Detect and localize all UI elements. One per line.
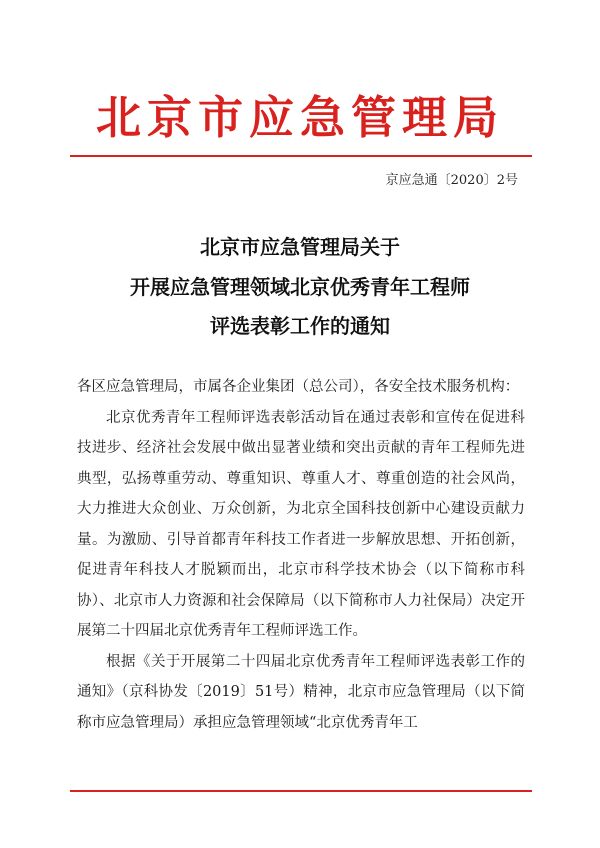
letterhead-divider [70,155,532,157]
salutation: 各区应急管理局，市属各企业集团（总公司），各安全技术服务机构： [77,379,520,395]
document-title-line-3: 评选表彰工作的通知 [210,314,390,338]
body-paragraph-2: 根据《关于开展第二十四届北京优秀青年工程师评选表彰工作的通知》（京科协发〔2019〕51号）精神，北京市应急管理局（以下简称市应急管理局）承担应急管理领域“北京优秀青年工 [77,653,525,731]
footer-divider [70,790,532,792]
document-body [77,372,525,738]
body-paragraph-1: 北京优秀青年工程师评选表彰活动旨在通过表彰和宣传在促进科技进步、经济社会发展中做出显著业绩和突出贡献的青年工程师先进典型，弘扬尊重劳动、尊重知识、尊重人才、尊重创造的社会风尚，大力推进大众创业、万众创新，为北京全国科技创新中心建设贡献力量。为激励、引导首都青年科技工作者进一步解放思想、开拓创新，促进青年科技人才脱颖而出，北京市科学技术协会（以下简称市科协）、北京市人力资源和社会保障局（以下简称市人力社保局）决定开展第二十四届北京优秀青年工程师评选工作。 [77,409,525,639]
document-title-line-2: 开展应急管理领域北京优秀青年工程师 [130,275,470,299]
letterhead-org-name: 北京市应急管理局 [95,91,504,144]
document-number: 京应急通〔2020〕2号 [385,173,518,188]
document-title-line-1: 北京市应急管理局关于 [200,235,400,259]
